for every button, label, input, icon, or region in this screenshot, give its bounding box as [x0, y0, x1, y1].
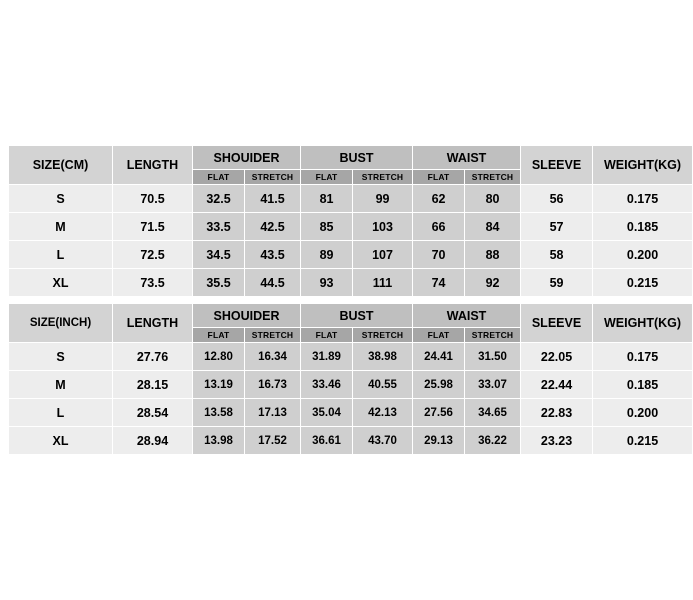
cell-size: XL: [9, 427, 113, 455]
cell-waist-flat: 24.41: [413, 343, 465, 371]
cell-waist-flat: 66: [413, 213, 465, 241]
cell-bust-stretch: 42.13: [353, 399, 413, 427]
cell-length: 73.5: [113, 269, 193, 297]
cell-waist-stretch: 36.22: [465, 427, 521, 455]
cell-waist-flat: 70: [413, 241, 465, 269]
cell-waist-stretch: 34.65: [465, 399, 521, 427]
table-row: [9, 213, 693, 241]
cell-bust-flat: 31.89: [301, 343, 353, 371]
header-sleeve: SLEEVE: [521, 304, 593, 343]
header-waist: WAIST: [413, 304, 521, 328]
cell-shoulder-flat: 33.5: [193, 213, 245, 241]
subheader-shoulder-stretch: STRETCH: [245, 328, 301, 343]
table-header-row: [9, 146, 693, 170]
cell-weight: 0.200: [593, 399, 693, 427]
header-shoulder: SHOUIDER: [193, 304, 301, 328]
cell-weight: 0.175: [593, 185, 693, 213]
cell-waist-stretch: 33.07: [465, 371, 521, 399]
cell-waist-flat: 25.98: [413, 371, 465, 399]
subheader-bust-flat: FLAT: [301, 170, 353, 185]
size-chart-table-cm: [8, 145, 693, 297]
cell-bust-stretch: 99: [353, 185, 413, 213]
header-sleeve: SLEEVE: [521, 146, 593, 185]
cell-bust-flat: 81: [301, 185, 353, 213]
table-row: [9, 427, 693, 455]
cell-bust-stretch: 107: [353, 241, 413, 269]
cell-weight: 0.185: [593, 213, 693, 241]
subheader-bust-stretch: STRETCH: [353, 170, 413, 185]
cell-size: L: [9, 241, 113, 269]
cell-shoulder-stretch: 17.13: [245, 399, 301, 427]
cell-waist-flat: 62: [413, 185, 465, 213]
cell-size: XL: [9, 269, 113, 297]
cell-shoulder-flat: 13.19: [193, 371, 245, 399]
cell-shoulder-flat: 12.80: [193, 343, 245, 371]
cell-length: 28.94: [113, 427, 193, 455]
table-row: [9, 399, 693, 427]
cell-waist-stretch: 92: [465, 269, 521, 297]
cell-shoulder-stretch: 41.5: [245, 185, 301, 213]
cell-sleeve: 22.83: [521, 399, 593, 427]
header-size: SIZE(CM): [9, 146, 113, 185]
cell-size: S: [9, 185, 113, 213]
cell-bust-flat: 36.61: [301, 427, 353, 455]
subheader-shoulder-flat: FLAT: [193, 170, 245, 185]
cell-weight: 0.185: [593, 371, 693, 399]
cell-shoulder-flat: 13.98: [193, 427, 245, 455]
subheader-waist-stretch: STRETCH: [465, 170, 521, 185]
cell-bust-stretch: 103: [353, 213, 413, 241]
header-bust: BUST: [301, 304, 413, 328]
cell-waist-stretch: 88: [465, 241, 521, 269]
header-length: LENGTH: [113, 146, 193, 185]
table-row: [9, 269, 693, 297]
cell-sleeve: 57: [521, 213, 593, 241]
cell-waist-stretch: 84: [465, 213, 521, 241]
table-row: [9, 185, 693, 213]
cell-length: 70.5: [113, 185, 193, 213]
header-size: SIZE(INCH): [9, 304, 113, 343]
cell-length: 71.5: [113, 213, 193, 241]
cell-shoulder-stretch: 42.5: [245, 213, 301, 241]
cell-sleeve: 58: [521, 241, 593, 269]
table-header-row: [9, 304, 693, 328]
cell-weight: 0.175: [593, 343, 693, 371]
size-chart-tables: [8, 145, 682, 455]
header-weight: WEIGHT(KG): [593, 304, 693, 343]
cell-weight: 0.200: [593, 241, 693, 269]
cell-waist-flat: 74: [413, 269, 465, 297]
cell-sleeve: 22.44: [521, 371, 593, 399]
header-length: LENGTH: [113, 304, 193, 343]
cell-size: S: [9, 343, 113, 371]
header-weight: WEIGHT(KG): [593, 146, 693, 185]
subheader-waist-stretch: STRETCH: [465, 328, 521, 343]
cell-waist-stretch: 31.50: [465, 343, 521, 371]
cell-bust-flat: 85: [301, 213, 353, 241]
header-waist: WAIST: [413, 146, 521, 170]
cell-length: 72.5: [113, 241, 193, 269]
cell-shoulder-flat: 13.58: [193, 399, 245, 427]
size-chart-table-inch: [8, 303, 693, 455]
table-row: [9, 241, 693, 269]
cell-bust-stretch: 111: [353, 269, 413, 297]
cell-bust-stretch: 40.55: [353, 371, 413, 399]
cell-shoulder-stretch: 44.5: [245, 269, 301, 297]
table-row: [9, 343, 693, 371]
cell-size: L: [9, 399, 113, 427]
cell-shoulder-flat: 35.5: [193, 269, 245, 297]
cell-size: M: [9, 213, 113, 241]
cell-shoulder-stretch: 16.73: [245, 371, 301, 399]
subheader-waist-flat: FLAT: [413, 170, 465, 185]
cell-shoulder-stretch: 17.52: [245, 427, 301, 455]
header-shoulder: SHOUIDER: [193, 146, 301, 170]
subheader-bust-stretch: STRETCH: [353, 328, 413, 343]
table-row: [9, 371, 693, 399]
cell-weight: 0.215: [593, 427, 693, 455]
cell-sleeve: 23.23: [521, 427, 593, 455]
subheader-shoulder-flat: FLAT: [193, 328, 245, 343]
cell-waist-stretch: 80: [465, 185, 521, 213]
cell-bust-flat: 93: [301, 269, 353, 297]
cell-shoulder-flat: 32.5: [193, 185, 245, 213]
cell-sleeve: 56: [521, 185, 593, 213]
cell-bust-flat: 89: [301, 241, 353, 269]
subheader-waist-flat: FLAT: [413, 328, 465, 343]
cell-shoulder-stretch: 16.34: [245, 343, 301, 371]
cell-bust-stretch: 38.98: [353, 343, 413, 371]
cell-waist-flat: 29.13: [413, 427, 465, 455]
cell-size: M: [9, 371, 113, 399]
cell-sleeve: 59: [521, 269, 593, 297]
cell-shoulder-stretch: 43.5: [245, 241, 301, 269]
cell-length: 28.15: [113, 371, 193, 399]
cell-sleeve: 22.05: [521, 343, 593, 371]
cell-bust-stretch: 43.70: [353, 427, 413, 455]
cell-bust-flat: 33.46: [301, 371, 353, 399]
subheader-shoulder-stretch: STRETCH: [245, 170, 301, 185]
cell-bust-flat: 35.04: [301, 399, 353, 427]
cell-length: 27.76: [113, 343, 193, 371]
cell-shoulder-flat: 34.5: [193, 241, 245, 269]
header-bust: BUST: [301, 146, 413, 170]
cell-length: 28.54: [113, 399, 193, 427]
subheader-bust-flat: FLAT: [301, 328, 353, 343]
cell-weight: 0.215: [593, 269, 693, 297]
cell-waist-flat: 27.56: [413, 399, 465, 427]
